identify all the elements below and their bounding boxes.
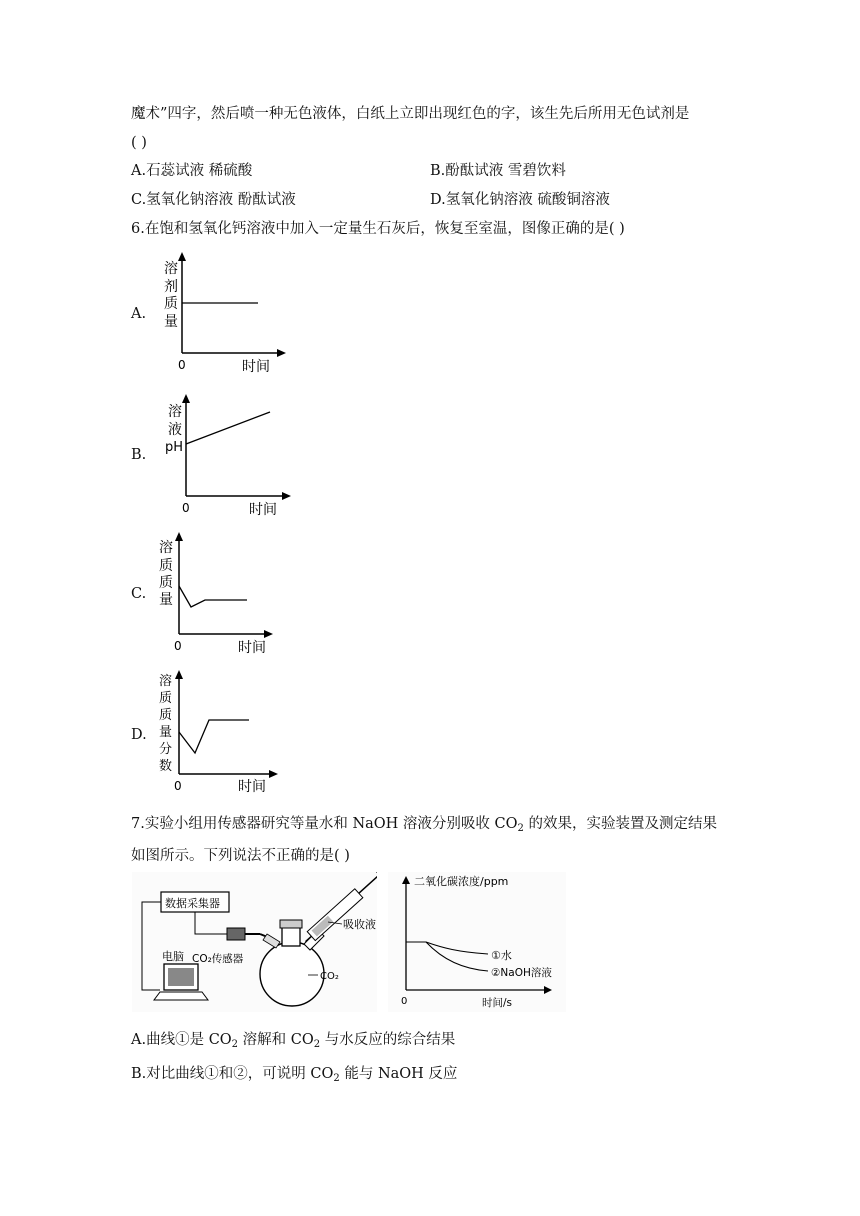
- q5-stem-line1: 魔术”四字，然后喷一种无色液体，白纸上立即出现红色的字，该生先后所用无色试剂是: [131, 106, 690, 122]
- q6-graph-b-ylabel-3: pH: [165, 440, 184, 455]
- q7-option-b: B.对比曲线①和②，可说明 $CO_2$ 能与 NaOH 反应: [131, 1066, 458, 1084]
- computer-label: 电脑: [162, 950, 184, 963]
- q6-graph-b-ylabel-1: 溶: [168, 404, 182, 420]
- q7-stem-line2: 如图所示。下列说法不正确的是( ): [131, 848, 350, 864]
- q6-graph-b: [160, 392, 300, 520]
- q6-graph-b-label: B.: [131, 447, 147, 463]
- q6-graph-a-ylabel-2: 剂: [164, 279, 178, 295]
- q6-graph-c-xlabel: 时间: [238, 640, 266, 656]
- q6-graph-a-xlabel: 时间: [242, 359, 270, 375]
- q5-option-d: D.氢氧化钠溶液 硫酸铜溶液: [430, 192, 610, 208]
- q6-stem: 6.在饱和氢氧化钙溶液中加入一定量生石灰后，恢复至室温，图像正确的是( ): [131, 221, 625, 237]
- chart-origin: 0: [401, 996, 408, 1007]
- round-bottom-flask-icon: [260, 942, 324, 1006]
- q6-graph-c-label: C.: [131, 586, 147, 602]
- q6-graph-d-ylabel-3: 质: [159, 708, 173, 723]
- q6-graph-c-origin: 0: [174, 639, 182, 653]
- q6-graph-b-xlabel: 时间: [249, 502, 277, 518]
- co2-sensor-icon: [227, 928, 245, 940]
- co2-gas-label: CO₂: [320, 971, 339, 982]
- chart-ylabel: 二氧化碳浓度/ppm: [414, 875, 509, 888]
- q6-graph-d-ylabel-6: 数: [159, 759, 173, 774]
- q6-graph-c-ylabel-1: 溶: [159, 540, 173, 556]
- q7-apparatus-figure: [132, 872, 377, 1012]
- sensor-label: CO₂传感器: [192, 953, 244, 965]
- q6-graph-d-origin: 0: [174, 779, 182, 793]
- q5-option-a: A.石蕊试液 稀硫酸: [131, 163, 253, 179]
- absorbent-label: 吸收液: [343, 918, 376, 931]
- q6-graph-c-ylabel-3: 质: [159, 575, 173, 591]
- q6-graph-a-ylabel-3: 质: [164, 296, 178, 312]
- q6-graph-d-ylabel-1: 溶: [159, 674, 173, 689]
- q6-graph-d-ylabel-2: 质: [159, 691, 173, 706]
- q6-graph-a-ylabel-1: 溶: [164, 261, 178, 277]
- q6-graph-d-xlabel: 时间: [238, 779, 266, 795]
- q6-graph-d-ylabel-4: 量: [159, 725, 173, 740]
- q6-graph-d: [152, 668, 292, 798]
- q6-graph-c: [152, 530, 292, 658]
- chart-xlabel: 时间/s: [482, 997, 513, 1009]
- q5-option-b: B.酚酞试液 雪碧饮料: [430, 163, 566, 179]
- q6-graph-b-origin: 0: [182, 501, 190, 515]
- q7-option-a: A.曲线①是 $CO_2$ 溶解和 $CO_2$ 与水反应的综合结果: [131, 1032, 456, 1050]
- curve-naoh-label: ②NaOH溶液: [491, 967, 552, 979]
- q7-concentration-chart: [388, 872, 566, 1012]
- q5-stem-line2: ( ): [131, 135, 147, 151]
- curve-water-label: ①水: [491, 949, 512, 962]
- q5-option-c: C.氢氧化钠溶液 酚酞试液: [131, 192, 296, 208]
- computer-keyboard-icon: [154, 992, 208, 1000]
- q6-graph-a-ylabel-4: 量: [164, 314, 178, 330]
- data-collector-label: 数据采集器: [165, 897, 220, 910]
- q6-graph-a: [155, 250, 295, 375]
- q7-stem-line1: 7.实验小组用传感器研究等量水和 NaOH 溶液分别吸收 $CO_2$ 的效果，实验装置及测定结果: [131, 816, 717, 834]
- q6-graph-c-ylabel-2: 质: [159, 558, 173, 574]
- q6-graph-a-origin: 0: [178, 358, 186, 372]
- q6-graph-a-label: A.: [131, 306, 147, 322]
- q6-graph-b-ylabel-2: 液: [168, 422, 182, 438]
- q6-graph-d-ylabel-5: 分: [159, 742, 173, 757]
- q6-graph-c-ylabel-4: 量: [159, 592, 173, 608]
- q6-graph-d-label: D.: [131, 727, 147, 743]
